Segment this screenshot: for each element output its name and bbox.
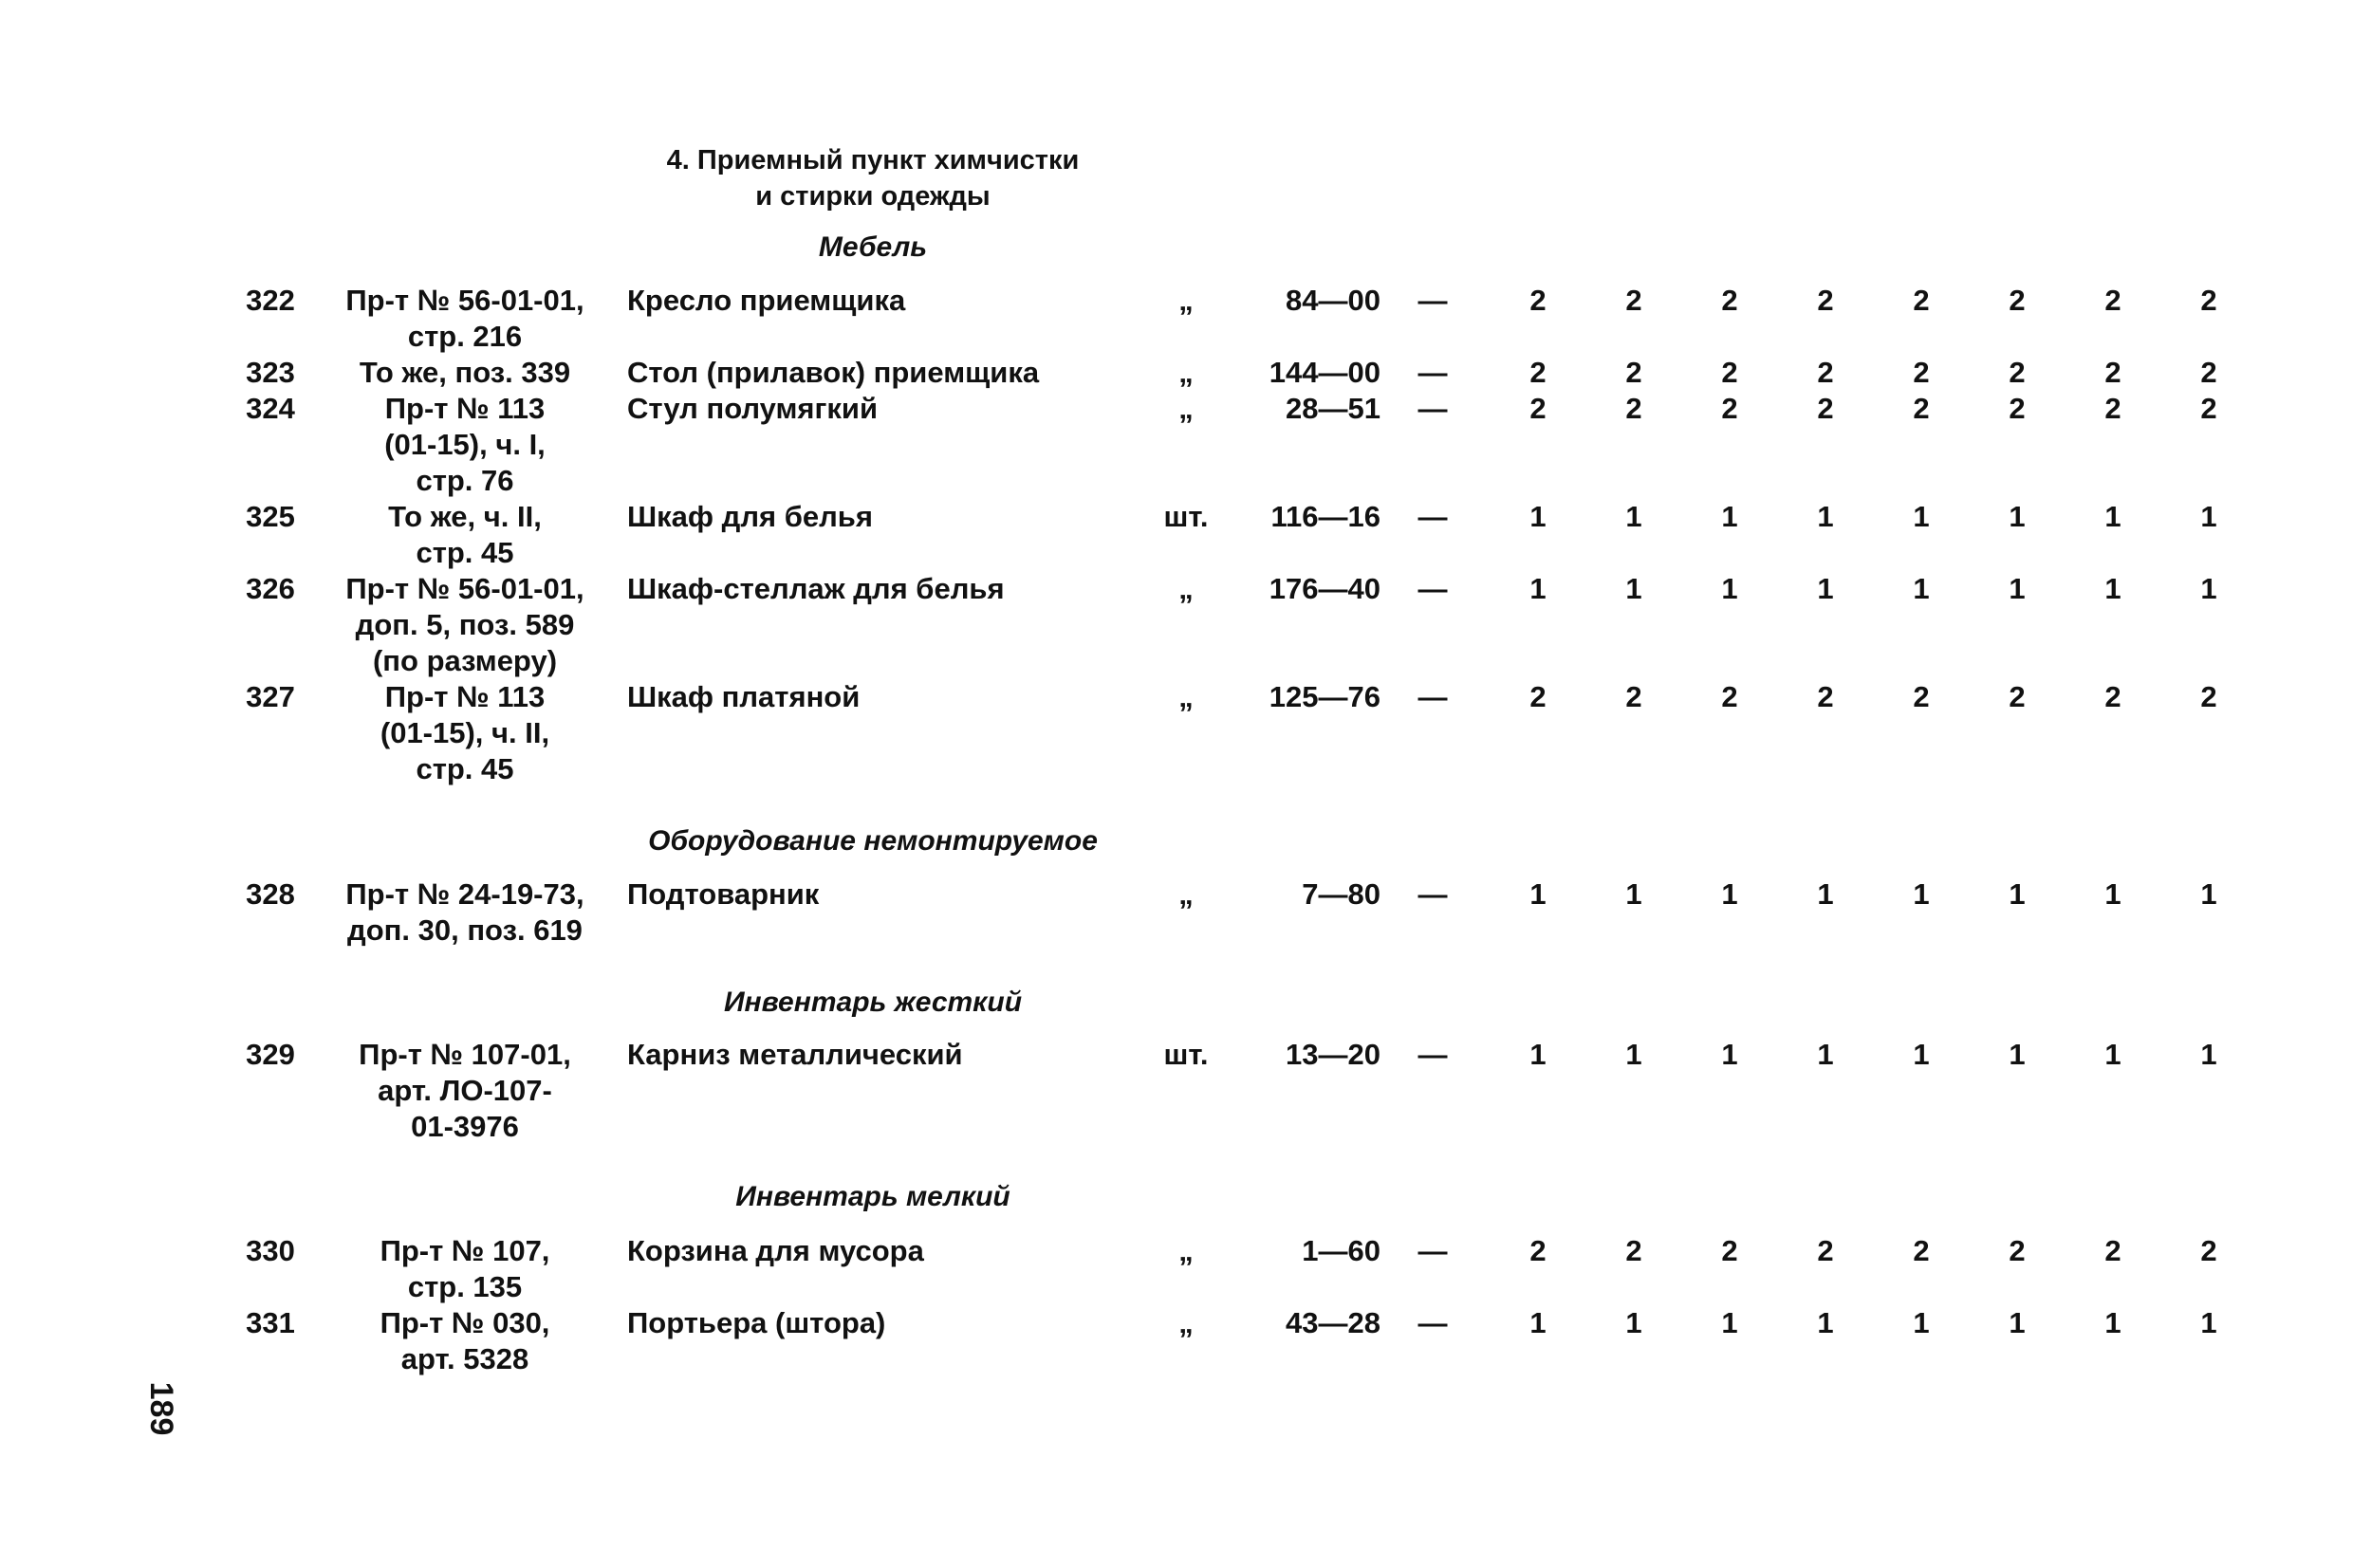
- row-dash: —: [1417, 877, 1448, 911]
- row-reference: Пр-т № 113 (01-15), ч. II, стр. 45: [380, 680, 550, 785]
- row-reference: Пр-т № 107-01, арт. ЛО-107- 01-3976: [359, 1038, 571, 1143]
- row-qty: 1: [2200, 1038, 2217, 1071]
- row-dash: —: [1417, 680, 1448, 713]
- row-dash: —: [1417, 284, 1448, 317]
- row-qty: 1: [1913, 500, 1930, 533]
- row-qty: 1: [1625, 500, 1642, 533]
- table-row: [0, 876, 2353, 947]
- table-row: [0, 1233, 2353, 1303]
- table-row: [0, 571, 2353, 677]
- row-qty: 2: [2200, 356, 2217, 389]
- row-unit: „: [1178, 284, 1194, 317]
- section-title-furniture: Мебель: [818, 231, 928, 263]
- document-heading: [531, 142, 1214, 214]
- row-qty: 2: [1913, 1234, 1930, 1267]
- row-dash: —: [1417, 1234, 1448, 1267]
- row-qty: 2: [1625, 284, 1642, 317]
- row-item-name: Корзина для мусора: [627, 1234, 924, 1267]
- row-qty: 2: [2200, 1234, 2217, 1267]
- row-qty: 1: [2104, 1038, 2121, 1071]
- row-qty: 1: [1817, 1306, 1834, 1339]
- row-qty: 2: [1529, 356, 1547, 389]
- row-qty: 2: [1625, 392, 1642, 425]
- row-qty: 1: [1817, 1038, 1834, 1071]
- row-qty: 2: [1817, 1234, 1834, 1267]
- row-unit: „: [1178, 1306, 1194, 1339]
- row-qty: 1: [2009, 1306, 2026, 1339]
- row-qty: 1: [1817, 500, 1834, 533]
- table-row: [0, 499, 2353, 569]
- table-row: [0, 283, 2353, 353]
- row-price: 125—76: [1269, 680, 1380, 713]
- row-qty: 2: [1721, 1234, 1738, 1267]
- table-row: [0, 1037, 2353, 1143]
- row-qty: 2: [2104, 284, 2121, 317]
- row-qty: 2: [2009, 1234, 2026, 1267]
- row-qty: 2: [2009, 680, 2026, 713]
- row-qty: 1: [1529, 500, 1547, 533]
- row-qty: 1: [2104, 572, 2121, 605]
- row-qty: 1: [2200, 877, 2217, 911]
- row-qty: 1: [1625, 1038, 1642, 1071]
- table-row: [0, 1305, 2353, 1375]
- row-qty: 2: [1529, 680, 1547, 713]
- row-qty: 2: [1721, 392, 1738, 425]
- row-number: 326: [246, 572, 295, 605]
- row-number: 325: [246, 500, 295, 533]
- row-qty: 1: [1721, 572, 1738, 605]
- row-qty: 1: [1625, 572, 1642, 605]
- row-unit: шт.: [1163, 1038, 1209, 1071]
- row-qty: 2: [1817, 284, 1834, 317]
- row-number: 328: [246, 877, 295, 911]
- row-dash: —: [1417, 356, 1448, 389]
- row-price: 43—28: [1286, 1306, 1380, 1339]
- row-item-name: Шкаф-стеллаж для белья: [627, 572, 1005, 605]
- row-dash: —: [1417, 1306, 1448, 1339]
- row-qty: 1: [1625, 1306, 1642, 1339]
- row-item-name: Шкаф для белья: [627, 500, 873, 533]
- row-item-name: Подтоварник: [627, 877, 820, 911]
- row-qty: 1: [2200, 572, 2217, 605]
- row-dash: —: [1417, 572, 1448, 605]
- row-qty: 1: [1913, 1306, 1930, 1339]
- row-qty: 1: [2104, 877, 2121, 911]
- row-reference: Пр-т № 56-01-01, стр. 216: [345, 284, 584, 353]
- heading-line-1: 4. Приемный пункт химчистки: [666, 145, 1080, 175]
- row-qty: 2: [2104, 356, 2121, 389]
- heading-line-2: и стирки одежды: [755, 181, 991, 212]
- row-unit: „: [1178, 680, 1194, 713]
- row-qty: 1: [1721, 877, 1738, 911]
- row-item-name: Карниз металлический: [627, 1038, 963, 1071]
- row-qty: 2: [1529, 284, 1547, 317]
- row-qty: 1: [1721, 1306, 1738, 1339]
- row-number: 327: [246, 680, 295, 713]
- row-qty: 2: [1625, 356, 1642, 389]
- row-qty: 2: [1529, 1234, 1547, 1267]
- row-qty: 1: [1625, 877, 1642, 911]
- row-number: 329: [246, 1038, 295, 1071]
- row-qty: 2: [1913, 392, 1930, 425]
- row-qty: 1: [2104, 1306, 2121, 1339]
- row-qty: 1: [1817, 877, 1834, 911]
- section-title-equipment: Оборудование немонтируемое: [648, 825, 1098, 857]
- row-qty: 2: [2104, 1234, 2121, 1267]
- row-item-name: Портьера (штора): [627, 1306, 886, 1339]
- row-dash: —: [1417, 1038, 1448, 1071]
- row-dash: —: [1417, 500, 1448, 533]
- row-qty: 2: [1817, 356, 1834, 389]
- row-reference: Пр-т № 107, стр. 135: [380, 1234, 550, 1303]
- row-dash: —: [1417, 392, 1448, 425]
- row-qty: 1: [1913, 1038, 1930, 1071]
- row-qty: 2: [1913, 356, 1930, 389]
- row-qty: 2: [1625, 680, 1642, 713]
- table-row: [0, 355, 2353, 393]
- row-qty: 1: [2009, 500, 2026, 533]
- row-qty: 2: [1913, 680, 1930, 713]
- row-number: 331: [246, 1306, 295, 1339]
- row-qty: 2: [1913, 284, 1930, 317]
- table-row: [0, 679, 2353, 785]
- row-price: 176—40: [1269, 572, 1380, 605]
- row-qty: 2: [2009, 284, 2026, 317]
- row-item-name: Стул полумягкий: [627, 392, 879, 425]
- row-item-name: Стол (прилавок) приемщика: [627, 356, 1040, 389]
- section-title-small-inventory: Инвентарь мелкий: [735, 1181, 1010, 1212]
- row-qty: 2: [1625, 1234, 1642, 1267]
- row-qty: 1: [2200, 1306, 2217, 1339]
- row-price: 13—20: [1286, 1038, 1380, 1071]
- row-price: 144—00: [1269, 356, 1380, 389]
- row-qty: 1: [1529, 1038, 1547, 1071]
- row-qty: 2: [1721, 680, 1738, 713]
- table-row: [0, 391, 2353, 497]
- row-unit: „: [1178, 1234, 1194, 1267]
- row-qty: 1: [2009, 877, 2026, 911]
- row-qty: 2: [1721, 356, 1738, 389]
- section-title-rigid-inventory: Инвентарь жесткий: [723, 987, 1023, 1018]
- row-price: 28—51: [1286, 392, 1380, 425]
- row-qty: 2: [2200, 680, 2217, 713]
- row-reference: То же, поз. 339: [359, 356, 571, 389]
- row-number: 330: [246, 1234, 295, 1267]
- row-reference: То же, ч. II, стр. 45: [388, 500, 542, 569]
- row-unit: „: [1178, 572, 1194, 605]
- row-number: 322: [246, 284, 295, 317]
- row-number: 324: [246, 392, 295, 425]
- row-qty: 1: [1913, 572, 1930, 605]
- page-number: 189: [143, 1381, 179, 1436]
- row-price: 7—80: [1302, 877, 1380, 911]
- row-price: 84—00: [1286, 284, 1380, 317]
- row-qty: 1: [1529, 572, 1547, 605]
- row-qty: 1: [1529, 1306, 1547, 1339]
- row-unit: шт.: [1163, 500, 1209, 533]
- row-qty: 2: [2104, 392, 2121, 425]
- row-unit: „: [1178, 877, 1194, 911]
- row-qty: 2: [1817, 680, 1834, 713]
- row-qty: 2: [2104, 680, 2121, 713]
- row-reference: Пр-т № 113 (01-15), ч. I, стр. 76: [384, 392, 546, 497]
- row-qty: 2: [2200, 284, 2217, 317]
- row-qty: 2: [2009, 392, 2026, 425]
- row-qty: 1: [2009, 1038, 2026, 1071]
- row-qty: 2: [1817, 392, 1834, 425]
- row-qty: 1: [1913, 877, 1930, 911]
- row-qty: 1: [1529, 877, 1547, 911]
- row-qty: 1: [2104, 500, 2121, 533]
- row-qty: 1: [2200, 500, 2217, 533]
- row-qty: 2: [2200, 392, 2217, 425]
- row-qty: 1: [1817, 572, 1834, 605]
- row-unit: „: [1178, 392, 1194, 425]
- row-item-name: Шкаф платяной: [627, 680, 861, 713]
- row-unit: „: [1178, 356, 1194, 389]
- row-price: 116—16: [1270, 500, 1380, 533]
- row-qty: 1: [1721, 1038, 1738, 1071]
- row-price: 1—60: [1302, 1234, 1380, 1267]
- row-reference: Пр-т № 24-19-73, доп. 30, поз. 619: [345, 877, 584, 947]
- row-qty: 2: [2009, 356, 2026, 389]
- row-qty: 2: [1529, 392, 1547, 425]
- row-reference: Пр-т № 56-01-01, доп. 5, поз. 589 (по размеру): [345, 572, 584, 677]
- row-reference: Пр-т № 030, арт. 5328: [380, 1306, 550, 1375]
- row-item-name: Кресло приемщика: [627, 284, 906, 317]
- row-number: 323: [246, 356, 295, 389]
- row-qty: 1: [2009, 572, 2026, 605]
- row-qty: 1: [1721, 500, 1738, 533]
- row-qty: 2: [1721, 284, 1738, 317]
